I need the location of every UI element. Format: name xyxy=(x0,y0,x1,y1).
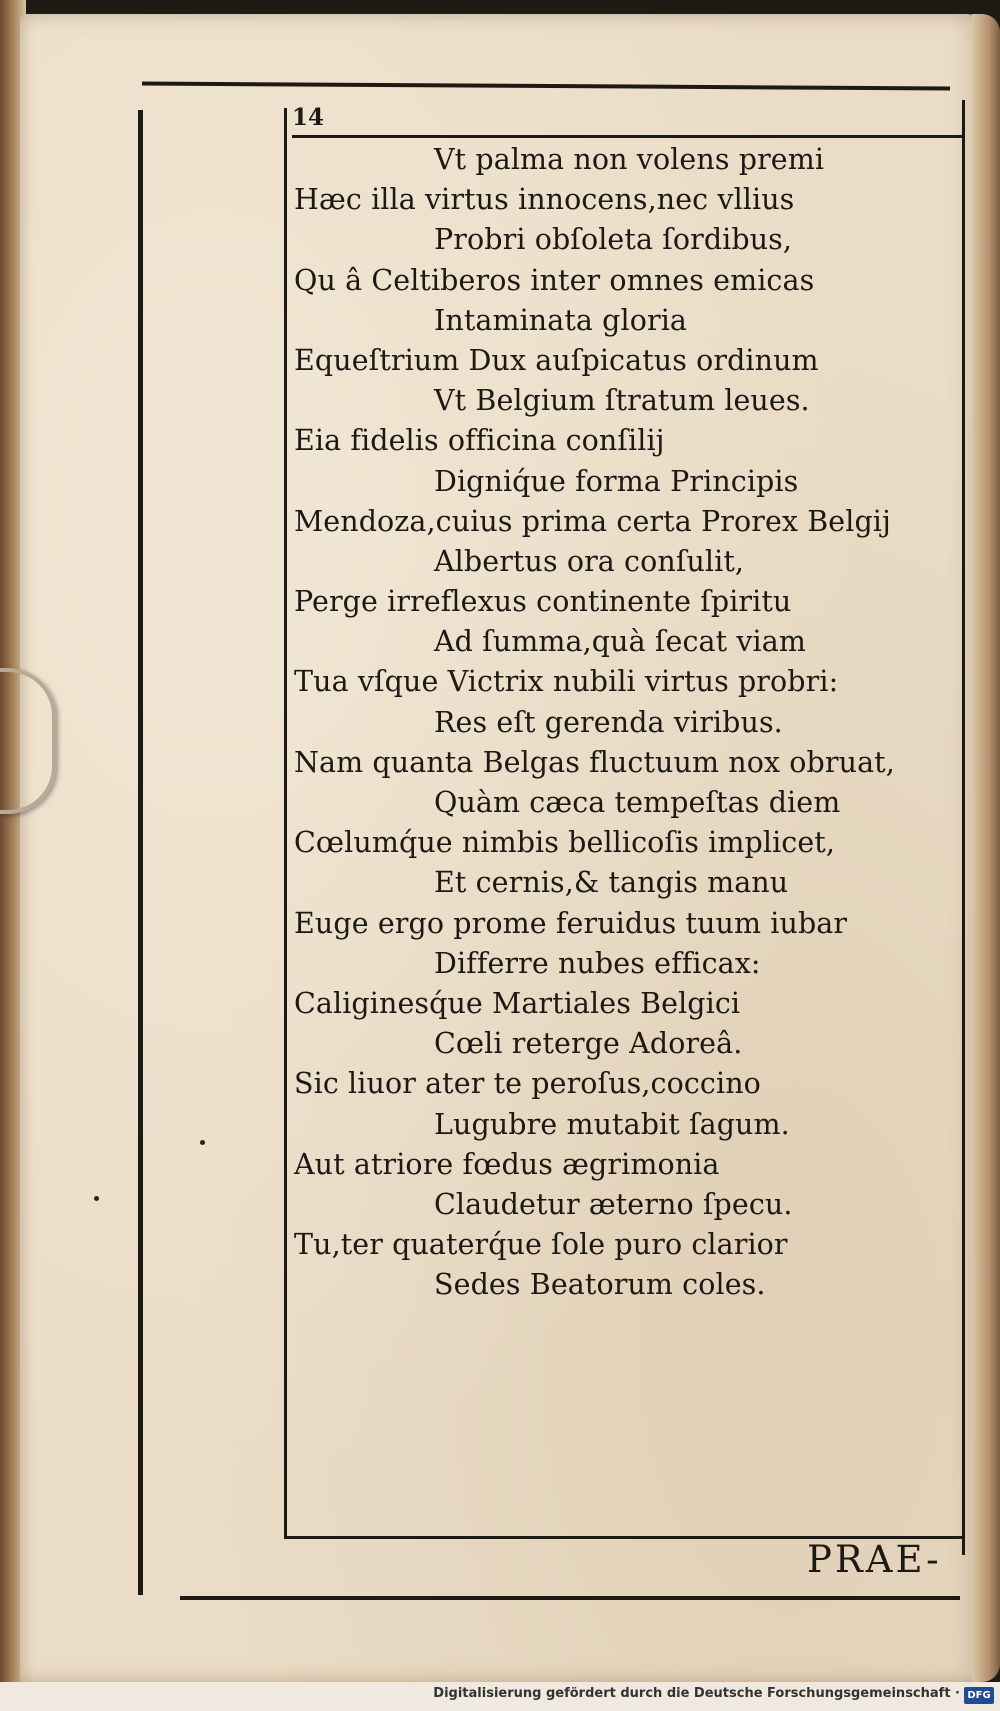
verse-line: Euge ergo prome feruidus tuum iubar xyxy=(294,906,848,940)
funding-credit: Digitalisierung gefördert durch die Deutsche Forschungsgemeinschaft · xyxy=(433,1686,960,1701)
page-edge-right xyxy=(972,14,1000,1682)
verse-line: Albertus ora conſulit, xyxy=(434,544,745,578)
verse-line: Intaminata gloria xyxy=(434,303,687,337)
verse-line: Perge irreflexus continente ſpiritu xyxy=(294,585,792,619)
verse-line: Eia fidelis officina conſilij xyxy=(294,424,665,458)
digitization-footer xyxy=(0,1682,1000,1711)
verse-line: Vt Belgium ſtratum leues. xyxy=(434,384,810,418)
verse-line: Vt palma non volens premi xyxy=(434,143,825,176)
verse-line: Lugubre mutabit ſagum. xyxy=(434,1107,790,1141)
verse-line: Et cernis,& tangis manu xyxy=(434,866,789,900)
verse-line: Aut atriore fœdus ægrimonia xyxy=(294,1147,720,1181)
frame-rule-left-inner xyxy=(284,108,287,1536)
verse-line: Sedes Beatorum coles. xyxy=(434,1268,766,1302)
ink-speck xyxy=(94,1196,99,1201)
page-clip xyxy=(0,668,56,814)
catchword: PRAE- xyxy=(807,1538,942,1581)
frame-rule-left-outer xyxy=(138,110,143,1595)
verse-line: Equeſtrium Dux auſpicatus ordinum xyxy=(294,343,819,377)
frame-rule-bottom-outer xyxy=(180,1596,960,1600)
verse-line: Tua vſque Victrix nubili virtus probri: xyxy=(294,665,839,699)
verse-line: Differre nubes efficax: xyxy=(434,946,761,980)
verse-line: Hæc illa virtus innocens,nec vllius xyxy=(294,183,795,217)
verse-line: Caliginesq́ue Martiales Belgici xyxy=(294,986,741,1020)
dfg-logo-icon: DFG xyxy=(964,1687,994,1704)
verse-line: Res eſt gerenda viribus. xyxy=(434,705,783,739)
verse-line: Cœli reterge Adoreâ. xyxy=(434,1027,743,1061)
frame-rule-right xyxy=(962,100,965,1555)
page-number: 14 xyxy=(292,104,325,131)
verse-line: Qu â Celtiberos inter omnes emicas xyxy=(294,263,815,297)
verse-line: Sic liuor ater te peroſus,coccino xyxy=(294,1067,761,1101)
ink-speck xyxy=(200,1140,205,1145)
verse-line: Probri obſoleta ſordibus, xyxy=(434,223,793,257)
verse-line: Digniq́ue forma Principis xyxy=(434,464,799,498)
verse-line: Mendoza,cuius prima certa Prorex Belgij xyxy=(294,504,891,538)
verse-line: Cœlumq́ue nimbis bellicoſis implicet, xyxy=(294,826,836,860)
verse-line: Claudetur æterno ſpecu. xyxy=(434,1187,793,1221)
verse-line: Tu,ter quaterq́ue ſole puro clarior xyxy=(294,1228,788,1262)
verse-line: Ad ſumma,quà ſecat viam xyxy=(434,625,806,659)
verse-line: Nam quanta Belgas fluctuum nox obruat, xyxy=(294,745,895,779)
verse-line: Quàm cæca tempeſtas diem xyxy=(434,786,841,819)
frame-rule-header xyxy=(292,135,962,138)
poem-text xyxy=(294,140,956,1305)
